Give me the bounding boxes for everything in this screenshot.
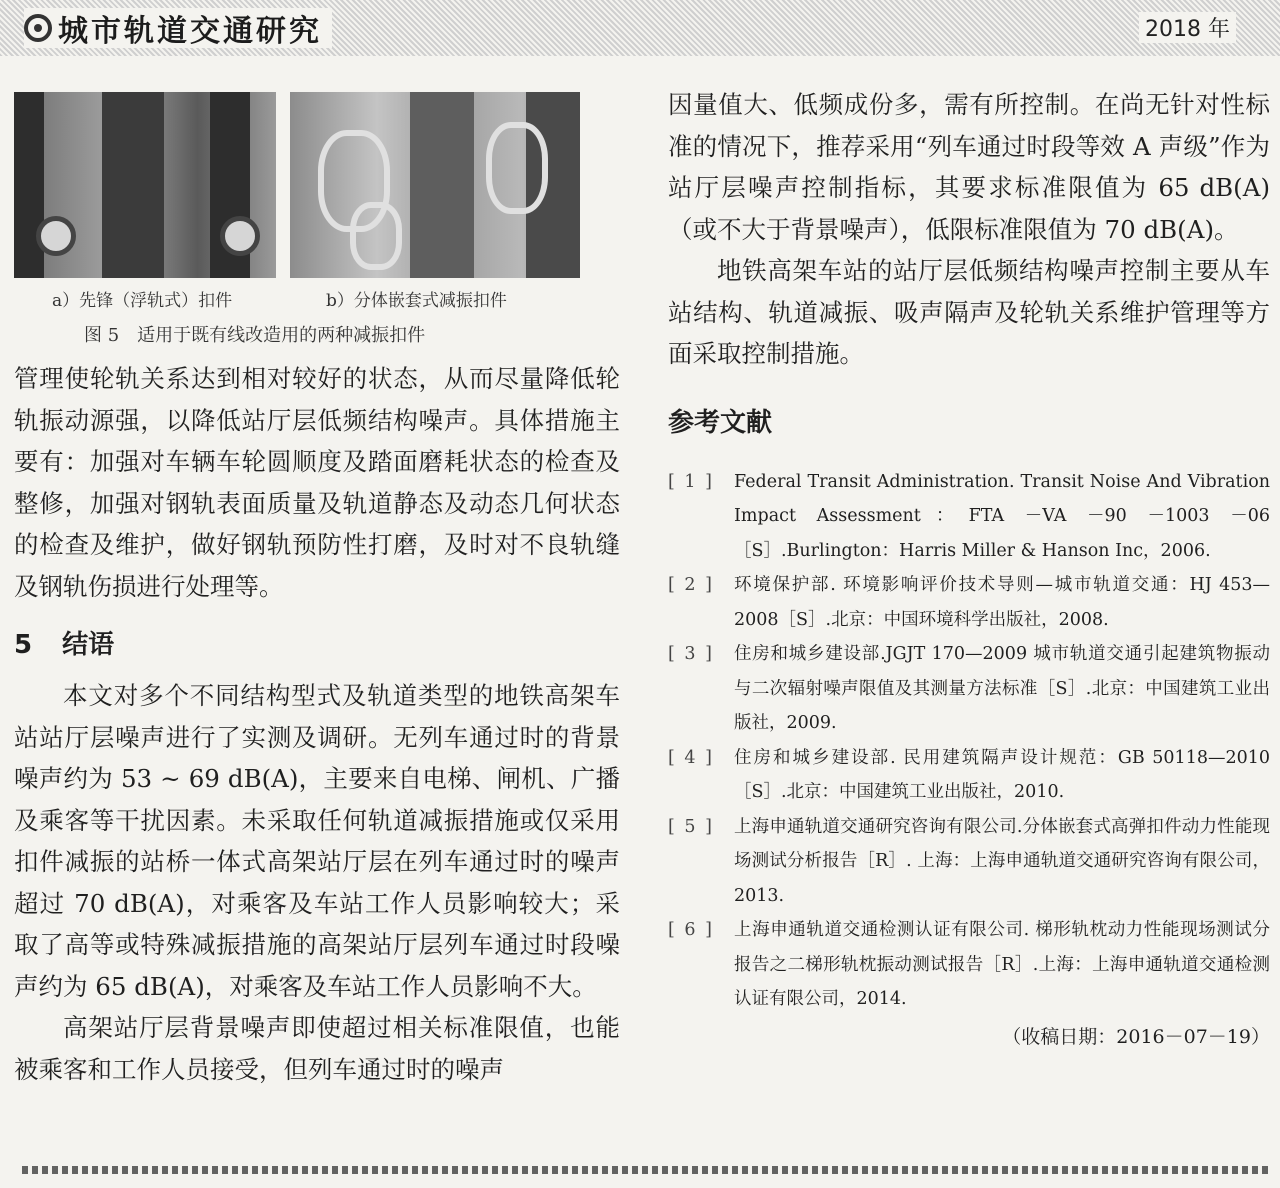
page-header: [0, 0, 1280, 56]
reference-item: [668, 810, 1270, 914]
photo-split-nested-fastener: [290, 92, 580, 278]
figure-subcaptions: [14, 278, 620, 314]
reference-number: [ 2 ]: [668, 575, 714, 595]
reference-number: [ 6 ]: [668, 920, 714, 940]
reference-number: [ 1 ]: [668, 471, 714, 492]
left-column: [14, 92, 620, 1090]
right-column: [668, 84, 1270, 1055]
journal-logo: [24, 8, 332, 48]
section-heading: [14, 617, 620, 673]
reference-text: Federal Transit Administration. Transit Noise And Vibration Impact Assessment：FTA －VA －90 －1003 －06［S］.Burlington：Harris Miller & Hanson Inc，2006.: [734, 471, 1270, 561]
reference-number: [ 4 ]: [668, 747, 714, 768]
reference-number: [ 3 ]: [668, 644, 714, 664]
figure-5-photos: [14, 92, 620, 278]
right-paragraph-1: 因量值大、低频成份多，需有所控制。在尚无针对性标准的情况下，推荐采用“列车通过时段等效 A 声级”作为站厅层噪声控制指标，其要求标准限值为 65 dB(A)（或不大于背景噪声），低限标准限值为 70 dB(A)。: [668, 90, 1270, 244]
journal-title: 城市轨道交通研究: [58, 14, 322, 49]
reference-item: [668, 465, 1270, 569]
reference-text: 住房和城乡建设部.JGJT 170—2009 城市轨道交通引起建筑物振动与二次辐射噪声限值及其测量方法标准［S］.北京：中国建筑工业出版社，2009.: [734, 644, 1270, 733]
subcaption-a: a）先锋（浮轨式）扣件: [52, 291, 233, 311]
reference-text: 上海申通轨道交通检测认证有限公司. 梯形轨枕动力性能现场测试分报告之二梯形轨枕振动测试报告［R］.上海：上海申通轨道交通检测认证有限公司，2014.: [734, 920, 1270, 1009]
section-number: 5: [14, 630, 33, 660]
left-paragraph-1: 管理使轮轨关系达到相对较好的状态，从而尽量降低轮轨振动源强，以降低站厅层低频结构噪声。具体措施主要有：加强对车辆车轮圆顺度及踏面磨耗状态的检查及整修，加强对钢轨表面质量及轨道静态及动态几何状态的检查及维护，做好钢轨预防性打磨，及时对不良轨缝及钢轨伤损进行处理等。: [14, 364, 620, 601]
page-footer-border: [22, 1166, 1270, 1174]
reference-item: [668, 568, 1270, 637]
issue-year: 2018 年: [1139, 12, 1236, 43]
received-date: （收稿日期：2016－07－19）: [1002, 1025, 1270, 1048]
reference-text: 环境保护部. 环境影响评价技术导则—城市轨道交通：HJ 453—2008［S］.北京：中国环境科学出版社，2008.: [734, 575, 1270, 630]
section-title: 结语: [62, 630, 115, 660]
reference-item: [668, 741, 1270, 810]
reference-item: [668, 913, 1270, 1017]
references-heading: 参考文献: [668, 407, 773, 438]
reference-text: 住房和城乡建设部. 民用建筑隔声设计规范：GB 50118—2010［S］.北京：中国建筑工业出版社，2010.: [734, 747, 1270, 802]
reference-text: 上海申通轨道交通研究咨询有限公司.分体嵌套式高弹扣件动力性能现场测试分析报告［R］. 上海：上海申通轨道交通研究咨询有限公司，2013.: [734, 816, 1270, 906]
right-paragraph-2: 地铁高架车站的站厅层低频结构噪声控制主要从车站结构、轨道减振、吸声隔声及轮轨关系维护管理等方面采取控制措施。: [668, 256, 1270, 368]
reference-list: [668, 465, 1270, 1017]
photo-pioneer-fastener: [14, 92, 276, 278]
left-paragraph-3: 高架站厅层背景噪声即使超过相关标准限值，也能被乘客和工作人员接受，但列车通过时的噪声: [14, 1013, 620, 1084]
reference-item: [668, 637, 1270, 741]
reference-number: [ 5 ]: [668, 816, 714, 837]
journal-logo-icon: [24, 14, 52, 42]
figure-caption: 图 5 适用于既有线改造用的两种减振扣件: [84, 325, 426, 346]
subcaption-b: b）分体嵌套式减振扣件: [326, 291, 507, 311]
left-paragraph-2: 本文对多个不同结构型式及轨道类型的地铁高架车站站厅层噪声进行了实测及调研。无列车通过时的背景噪声约为 53 ~ 69 dB(A)，主要来自电梯、闸机、广播及乘客等干扰因素。未采取任何轨道减振措施或仅采用扣件减振的站桥一体式高架站厅层在列车通过时的噪声超过 70 dB(A)，对乘客及车站工作人员影响较大；采取了高等或特殊减振措施的高架站厅层列车通过时段噪声约为 65 dB(A)，对乘客及车站工作人员影响不大。: [14, 681, 620, 1001]
